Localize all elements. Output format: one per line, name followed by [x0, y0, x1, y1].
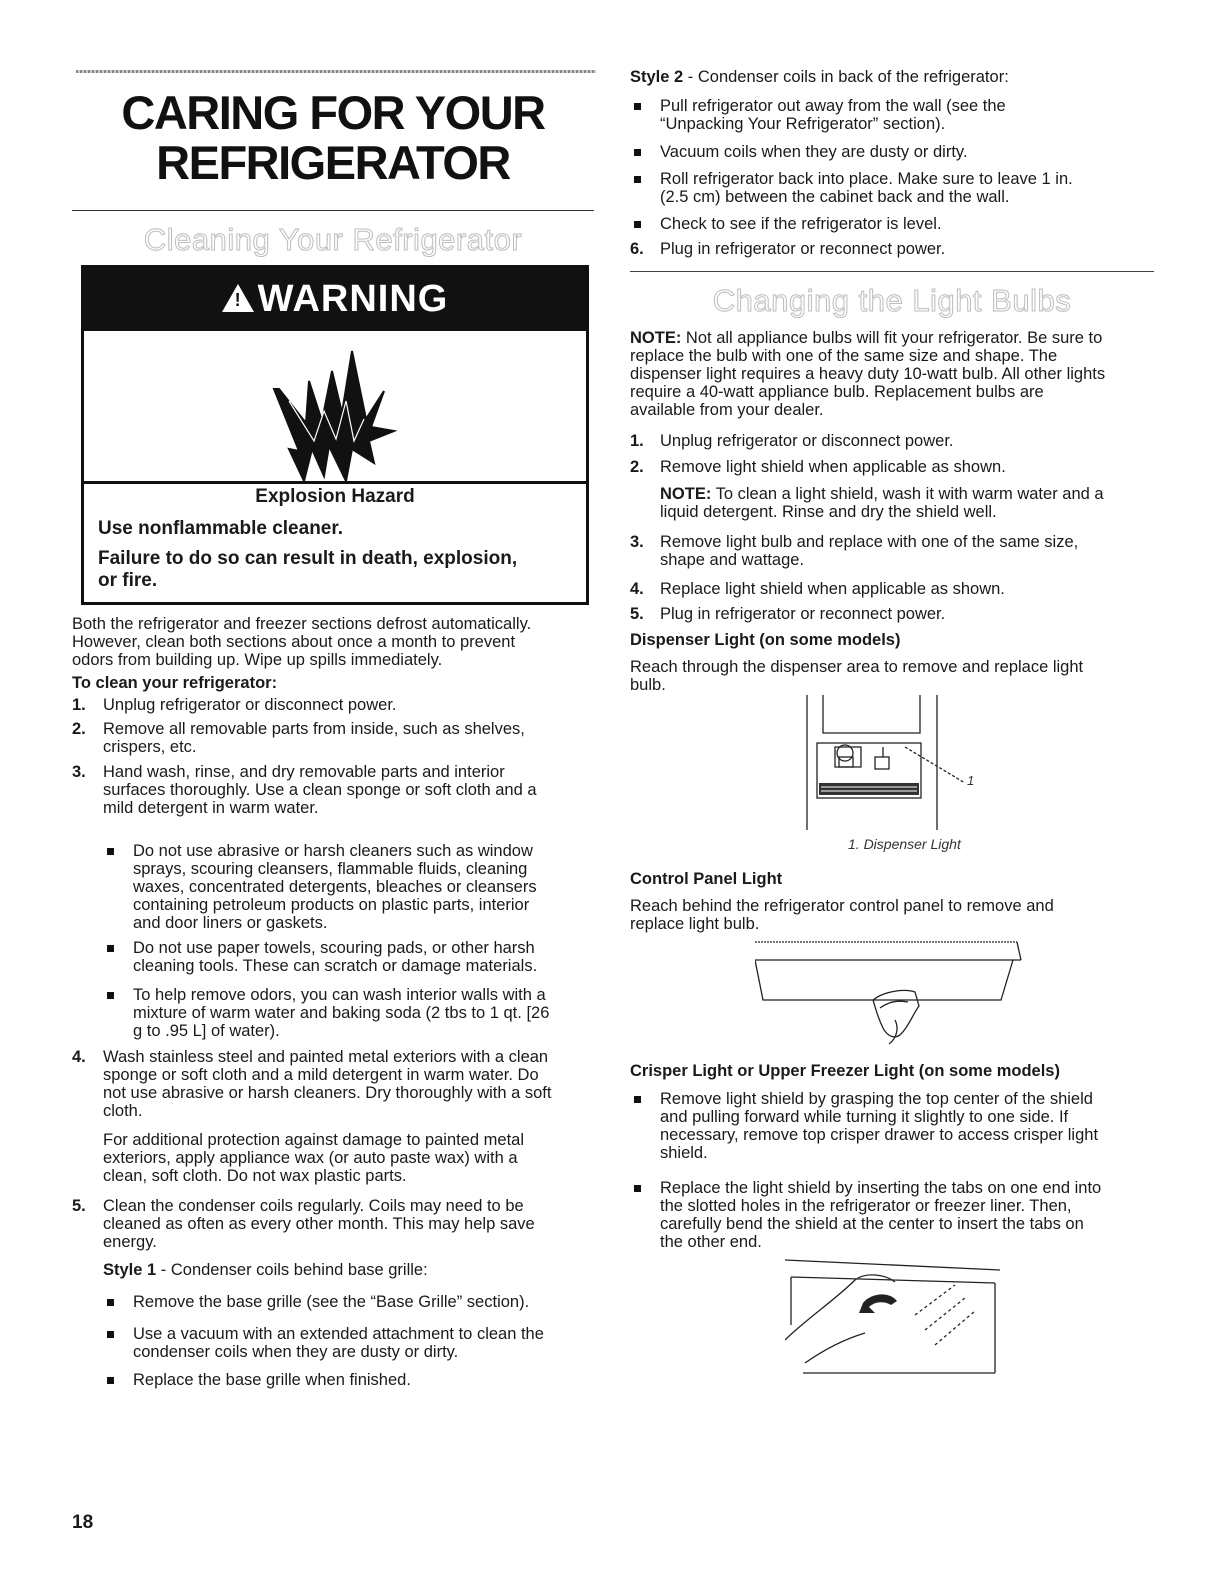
hazard-title: Explosion Hazard: [255, 486, 415, 507]
note-line: replace the bulb with one of the same size and shape. The: [630, 347, 1058, 365]
step-3-bullet-text: g to .95 L] of water).: [133, 1022, 280, 1040]
intro-line: However, clean both sections about once a month to prevent: [72, 633, 516, 651]
step-3-bullet-text: mixture of warm water and baking soda (2 tbs to 1 qt. [26: [133, 1004, 550, 1022]
step-4-text: sponge or soft cloth and a mild detergent in warm water. Do: [103, 1066, 539, 1084]
note-line: available from your dealer.: [630, 401, 824, 419]
note-line: dispenser light requires a heavy duty 10-watt bulb. All other lights: [630, 365, 1106, 383]
control-panel-text: replace light bulb.: [630, 915, 760, 933]
bullet-icon: [107, 1377, 114, 1384]
step-number: 6.: [630, 240, 644, 258]
note-line: require a 40-watt appliance bulb. Replacement bulbs are: [630, 383, 1044, 401]
page-title: [72, 88, 594, 188]
intro-line: odors from building up. Wipe up spills immediately.: [72, 651, 443, 669]
note-text: Not all appliance bulbs will fit your refrigerator. Be sure to: [681, 329, 1103, 347]
bulb-step-2-note: [660, 485, 1104, 504]
dispenser-caption: 1. Dispenser Light: [848, 836, 961, 852]
step-5-text: Clean the condenser coils regularly. Coils may need to be: [103, 1197, 524, 1215]
bulb-step-2-note-label: NOTE:: [660, 485, 712, 503]
note-label: NOTE:: [630, 329, 682, 347]
bulb-step-3-text: Remove light bulb and replace with one of the same size,: [660, 533, 1079, 551]
dispenser-text: Reach through the dispenser area to remove and replace light: [630, 658, 1084, 676]
step-5-text: cleaned as often as every other month. This may help save: [103, 1215, 535, 1233]
style-2-bullet-text: Vacuum coils when they are dusty or dirty.: [660, 143, 968, 161]
control-panel-heading: Control Panel Light: [630, 870, 783, 888]
style-1-bullet-text: Remove the base grille (see the “Base Grille” section).: [133, 1293, 530, 1311]
style-1-text: - Condenser coils behind base grille:: [156, 1261, 428, 1279]
dispenser-text: bulb.: [630, 676, 666, 694]
dispenser-icon: [805, 695, 985, 835]
bulb-step-2-note-text: To clean a light shield, wash it with warm water and a: [711, 485, 1104, 503]
style-2-bullet-text: Roll refrigerator back into place. Make sure to leave 1 in.: [660, 170, 1073, 188]
step-3-bullet-text: sprays, scouring cleansers, flammable fluids, cleaning: [133, 860, 528, 878]
step-3-bullet-text: and door liners or gaskets.: [133, 914, 328, 932]
page-title-line1: CARING FOR YOUR: [121, 86, 545, 139]
step-3-bullet-text: cleaning tools. These can scratch or damage materials.: [133, 957, 538, 975]
bullet-icon: [634, 149, 641, 156]
crisper-bullet-text: necessary, remove top crisper drawer to access crisper light: [660, 1126, 1099, 1144]
step-3-text: mild detergent in warm water.: [103, 799, 319, 817]
step-4-text: Wash stainless steel and painted metal exteriors with a clean: [103, 1048, 549, 1066]
step-3-bullet-text: Do not use abrasive or harsh cleaners such as window: [133, 842, 533, 860]
page-number: 18: [72, 1512, 94, 1533]
style-2-text: - Condenser coils in back of the refrigerator:: [683, 68, 1009, 86]
control-panel-text: Reach behind the refrigerator control panel to remove and: [630, 897, 1054, 915]
step-4-text: cloth.: [103, 1102, 143, 1120]
bullet-icon: [634, 103, 641, 110]
style-2-bullet-text: Check to see if the refrigerator is level.: [660, 215, 942, 233]
note-line: [630, 329, 1102, 348]
step-number: 3.: [630, 533, 644, 551]
warning-header: [84, 268, 586, 331]
step-number: 1.: [72, 696, 86, 714]
hazard-consequence-2: or fire.: [98, 570, 158, 591]
explosion-icon: [84, 331, 586, 481]
crisper-light-illustration: [785, 1255, 1015, 1390]
bulb-step-1-text: Unplug refrigerator or disconnect power.: [660, 432, 954, 450]
title-divider: [72, 210, 594, 211]
warning-header-text: WARNING: [257, 278, 449, 320]
bullet-icon: [107, 1331, 114, 1338]
warning-box: [81, 265, 589, 605]
intro-line: Both the refrigerator and freezer sections defrost automatically.: [72, 615, 532, 633]
section-title-cleaning: Cleaning Your Refrigerator: [143, 222, 523, 257]
style-2-bullet-text: (2.5 cm) between the cabinet back and the wall.: [660, 188, 1010, 206]
bulb-step-2-text: Remove light shield when applicable as shown.: [660, 458, 1006, 476]
bullet-icon: [634, 221, 641, 228]
step-4-extra-text: clean, soft cloth. Do not wax plastic parts.: [103, 1167, 407, 1185]
subheading-clean: To clean your refrigerator:: [72, 674, 278, 692]
style-1-bullet-text: Replace the base grille when finished.: [133, 1371, 411, 1389]
dispenser-callout: 1: [967, 773, 975, 788]
step-3-bullet-text: To help remove odors, you can wash interior walls with a: [133, 986, 546, 1004]
bulb-step-3-text: shape and wattage.: [660, 551, 805, 569]
style-2-label: Style 2: [630, 68, 684, 86]
step-4-text: not use abrasive or harsh cleaners. Dry thoroughly with a soft: [103, 1084, 552, 1102]
step-3-text: surfaces thoroughly. Use a clean sponge or soft cloth and a: [103, 781, 537, 799]
section-title-bulbs: Changing the Light Bulbs: [712, 283, 1072, 318]
step-2-text: crispers, etc.: [103, 738, 197, 756]
style-1-bullet-text: Use a vacuum with an extended attachment to clean the: [133, 1325, 544, 1343]
step-number: 5.: [72, 1197, 86, 1215]
crisper-bullet-text: Replace the light shield by inserting the tabs on one end into: [660, 1179, 1102, 1197]
step-2-text: Remove all removable parts from inside, such as shelves,: [103, 720, 525, 738]
dispenser-heading: Dispenser Light (on some models): [630, 631, 901, 649]
step-3-text: Hand wash, rinse, and dry removable parts and interior: [103, 763, 505, 781]
dispenser-light-illustration: [805, 695, 985, 840]
bullet-icon: [634, 1185, 641, 1192]
page-title-line2: REFRIGERATOR: [156, 136, 510, 189]
style-1-line: [103, 1261, 428, 1280]
style-2-line: [630, 68, 1009, 87]
bulb-step-5-text: Plug in refrigerator or reconnect power.: [660, 605, 946, 623]
step-3-bullet-text: waxes, concentrated detergents, bleaches or cleansers: [133, 878, 537, 896]
control-panel-light-illustration: [755, 940, 1035, 1060]
bullet-icon: [634, 1096, 641, 1103]
warning-triangle-icon: !: [222, 284, 254, 312]
bulb-step-2-note: liquid detergent. Rinse and dry the shield well.: [660, 503, 997, 521]
crisper-bullet-text: the other end.: [660, 1233, 762, 1251]
step-5-text: energy.: [103, 1233, 157, 1251]
step-number: 4.: [630, 580, 644, 598]
section-divider: [630, 271, 1154, 272]
crisper-bullet-text: the slotted holes in the refrigerator or freezer liner. Then,: [660, 1197, 1072, 1215]
style-2-bullet-text: “Unpacking Your Refrigerator” section).: [660, 115, 946, 133]
step-number: 4.: [72, 1048, 86, 1066]
step-number: 2.: [72, 720, 86, 738]
step-4-extra-text: For additional protection against damage to painted metal: [103, 1131, 525, 1149]
hazard-instruction: Use nonflammable cleaner.: [98, 518, 343, 539]
step-3-bullet-text: Do not use paper towels, scouring pads, or other harsh: [133, 939, 535, 957]
bullet-icon: [107, 1299, 114, 1306]
crisper-bullet-text: and pulling forward while turning it slightly to one side. If: [660, 1108, 1069, 1126]
crisper-bullet-text: shield.: [660, 1144, 708, 1162]
light-shield-icon: [785, 1255, 1015, 1385]
crisper-bullet-text: carefully bend the shield at the center to insert the tabs on: [660, 1215, 1084, 1233]
step-number: 3.: [72, 763, 86, 781]
step-1-text: Unplug refrigerator or disconnect power.: [103, 696, 397, 714]
step-number: 5.: [630, 605, 644, 623]
bulb-step-4-text: Replace light shield when applicable as shown.: [660, 580, 1005, 598]
step-number: 1.: [630, 432, 644, 450]
style-1-bullet-text: condenser coils when they are dusty or dirty.: [133, 1343, 459, 1361]
crisper-bullet-text: Remove light shield by grasping the top center of the shield: [660, 1090, 1093, 1108]
hazard-consequence-1: Failure to do so can result in death, explosion,: [98, 548, 518, 569]
step-number: 2.: [630, 458, 644, 476]
control-panel-icon: [755, 940, 1035, 1055]
bullet-icon: [107, 848, 114, 855]
step-6-text: Plug in refrigerator or reconnect power.: [660, 240, 946, 258]
step-3-bullet-text: containing petroleum products on plastic parts, interior: [133, 896, 530, 914]
explosion-illustration: [84, 331, 586, 484]
bullet-icon: [107, 945, 114, 952]
bullet-icon: [634, 176, 641, 183]
style-1-label: Style 1: [103, 1261, 157, 1279]
style-2-bullet-text: Pull refrigerator out away from the wall (see the: [660, 97, 1006, 115]
step-4-extra-text: exteriors, apply appliance wax (or auto paste wax) with a: [103, 1149, 518, 1167]
bullet-icon: [107, 992, 114, 999]
crisper-heading: Crisper Light or Upper Freezer Light (on some models): [630, 1062, 1060, 1080]
top-decorative-rule: [76, 70, 596, 73]
